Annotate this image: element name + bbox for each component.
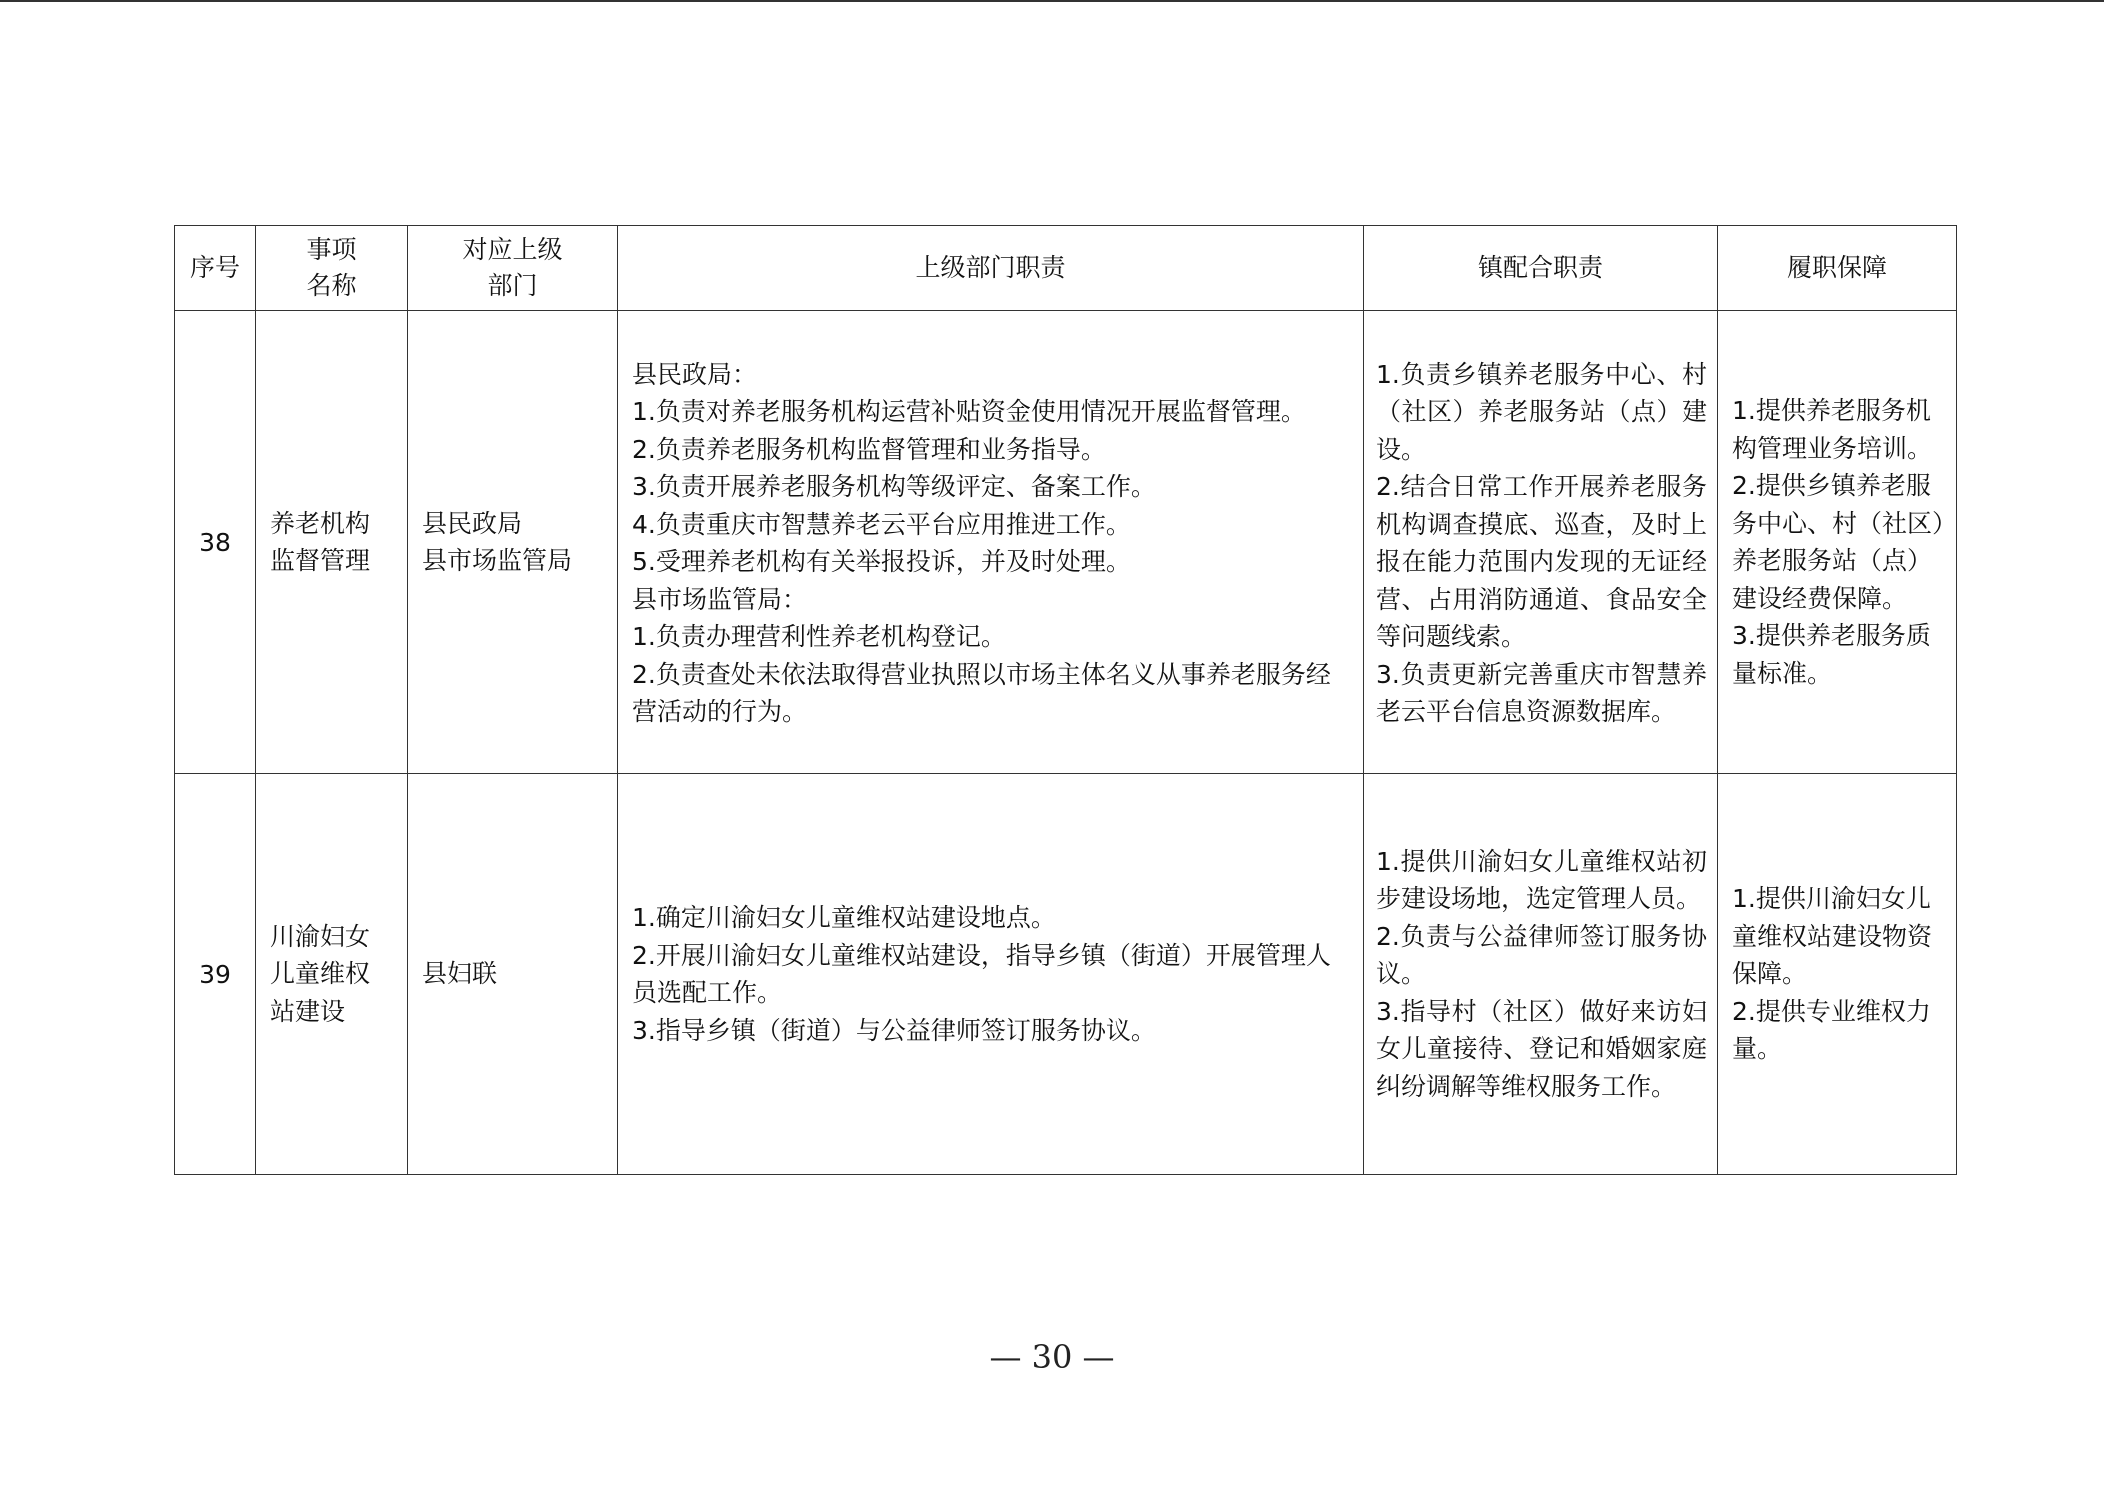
upper-department	[408, 774, 618, 1175]
duty-line: 3.负责开展养老服务机构等级评定、备案工作。	[632, 472, 1156, 501]
item-name-line: 养老机构	[270, 508, 371, 538]
upper-duties	[618, 311, 1364, 774]
table-row	[175, 774, 1957, 1175]
town-duty-line: 2.结合日常工作开展养老服务机构调查摸底、巡查，及时上报在能力范围内发现的无证经营、占用消防通道、食品安全等问题线索。	[1376, 472, 1707, 651]
duty-line: 县市场监管局：	[632, 584, 808, 614]
town-duty-line: 1.提供川渝妇女儿童维权站初步建设场地，选定管理人员。	[1376, 846, 1707, 914]
header-name-line: 名称	[306, 271, 357, 300]
duty-line: 1.负责办理营利性养老机构登记。	[632, 622, 1006, 651]
guarantee-line: 3.提供养老服务质量标准。	[1732, 621, 1931, 688]
header-dept-line: 对应上级	[462, 235, 563, 264]
header-upper-label: 上级部门职责	[915, 253, 1066, 282]
guarantee-line: 1.提供养老服务机构管理业务培训。	[1732, 396, 1933, 463]
department-line: 县市场监管局	[422, 546, 573, 575]
performance-guarantee	[1718, 774, 1957, 1175]
duty-line: 5.受理养老机构有关举报投诉，并及时处理。	[632, 547, 1131, 576]
row-number: 39	[175, 774, 256, 1175]
header-dept-line: 部门	[487, 271, 538, 300]
duty-line: 2.负责查处未依法取得营业执照以市场主体名义从事养老服务经营活动的行为。	[632, 659, 1331, 726]
upper-department	[408, 311, 618, 774]
duty-line: 1.确定川渝妇女儿童维权站建设地点。	[632, 903, 1056, 932]
header-upper	[618, 226, 1364, 311]
guarantee-line: 2.提供专业维权力量。	[1732, 996, 1931, 1064]
duty-line: 4.负责重庆市智慧养老云平台应用推进工作。	[632, 509, 1131, 539]
table-header-row	[175, 226, 1957, 311]
town-duty-line: 3.负责更新完善重庆市智慧养老云平台信息资源数据库。	[1376, 659, 1707, 726]
duty-table	[174, 225, 1957, 1175]
guarantee-line: 2.提供乡镇养老服务中心、村（社区）养老服务站（点）建设经费保障。	[1732, 471, 1945, 613]
item-name-line: 监督管理	[270, 546, 371, 575]
item-name	[256, 774, 408, 1175]
header-no	[175, 226, 256, 311]
town-duty-line: 1.负责乡镇养老服务中心、村（社区）养老服务站（点）建设。	[1376, 359, 1707, 464]
header-no-label: 序号	[189, 253, 240, 282]
item-name-line: 川渝妇女	[270, 921, 371, 951]
header-town-label: 镇配合职责	[1477, 253, 1603, 282]
header-guard	[1718, 226, 1957, 311]
item-name-line: 儿童维权	[270, 959, 371, 989]
upper-duties	[618, 774, 1364, 1175]
header-name-line: 事项	[306, 235, 357, 264]
department-line: 县妇联	[422, 959, 498, 989]
department-line: 县民政局	[422, 508, 523, 538]
town-duties	[1364, 774, 1718, 1175]
header-town	[1364, 226, 1718, 311]
page-number: — 30 —	[989, 1338, 1115, 1376]
item-name	[256, 311, 408, 774]
table-row	[175, 311, 1957, 774]
duty-line: 3.指导乡镇（街道）与公益律师签订服务协议。	[632, 1015, 1156, 1045]
town-duty-line: 3.指导村（社区）做好来访妇女儿童接待、登记和婚姻家庭纠纷调解等维权服务工作。	[1376, 996, 1707, 1101]
header-dept	[408, 226, 618, 311]
duty-line: 县民政局：	[632, 359, 758, 389]
item-name-line: 站建设	[270, 996, 346, 1026]
town-duty-line: 2.负责与公益律师签订服务协议。	[1376, 921, 1707, 989]
duty-line: 2.负责养老服务机构监督管理和业务指导。	[632, 434, 1106, 464]
header-guard-label: 履职保障	[1786, 253, 1887, 282]
row-number: 38	[175, 311, 256, 774]
duty-line: 1.负责对养老服务机构运营补贴资金使用情况开展监督管理。	[632, 397, 1306, 426]
guarantee-line: 1.提供川渝妇女儿童维权站建设物资保障。	[1732, 884, 1933, 989]
duty-line: 2.开展川渝妇女儿童维权站建设，指导乡镇（街道）开展管理人员选配工作。	[632, 940, 1331, 1007]
performance-guarantee	[1718, 311, 1957, 774]
top-border	[0, 0, 2104, 2]
town-duties	[1364, 311, 1718, 774]
header-name	[256, 226, 408, 311]
